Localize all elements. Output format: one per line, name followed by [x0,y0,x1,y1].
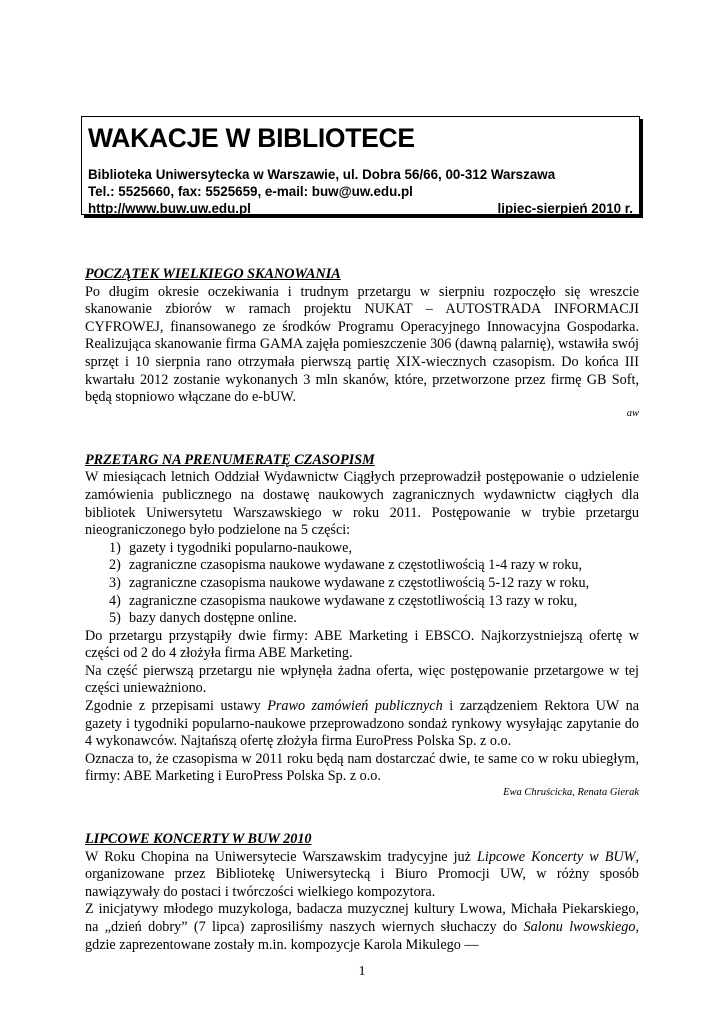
library-contact: Tel.: 5525660, fax: 5525659, e-mail: buw@uw.edu.pl [88,184,413,199]
library-website: http://www.buw.uw.edu.pl [88,201,251,216]
section-title: LIPCOWE KONCERTY W BUW 2010 [85,831,312,848]
list-item: 2) zagraniczne czasopisma naukowe wydawane z częstotliwością 1-4 razy w roku, [109,557,583,574]
library-address: Biblioteka Uniwersytecka w Warszawie, ul. Dobra 56/66, 00-312 Warszawa [88,167,556,182]
section-signature: aw [626,407,639,419]
list-item: 5) bazy danych dostępne online. [109,610,297,627]
paragraph-concerts-intro: W Roku Chopina na Uniwersytecie Warszawskim tradycyjne już Lipcowe Koncerty w BUW, organizowane przez Bibliotekę Uniwersytecką i Biuro Promocji UW, w różny sposób nawiązywały do postaci i twórczości wielkiego kompozytora. [85,848,639,900]
section-intro: W miesiącach letnich Oddział Wydawnictw Ciągłych przeprowadził postępowanie o udzielenie zamówienia publicznego na dostawę naukowych zagranicznych wydawnictw ciągłych dla bibliotek Uniwersytetu Warszawskiego w roku 2011. Postępowanie w trybie przetargu nieograniczonego było podzielone na 5 części: [85,469,639,539]
page-number: 1 [358,964,366,979]
paragraph-cancelled: Na część pierwszą przetargu nie wpłynęła żadna oferta, więc postępowanie przetargowe w tej części unieważniono. [85,662,639,697]
paragraph-concerts-salon: Z inicjatywy młodego muzykologa, badacza muzycznej kultury Lwowa, Michała Piekarskiego, na „dzień dobry” (7 lipca) zaprosiliśmy naszych wiernych słuchaczy do Salonu lwowskiego, gdzie zaprezentowane zostały m.in. kompozycje Karola Mikulego — [85,901,639,953]
salon-name: Salonu lwowskiego [523,919,636,935]
list-item: 1) gazety i tygodniki popularno-naukowe, [109,539,353,556]
section-title: PRZETARG NA PRENUMERATĘ CZASOPISM [85,451,375,468]
section-body: Po długim okresie oczekiwania i trudnym przetargu w sierpniu rozpoczęło się wreszcie skanowanie zbiorów w ramach projektu NUKAT – AUTOSTRADA INFORMACJI CYFROWEJ, finansowanego ze środków Programu Operacyjnego Innowacyjna Gospodarka. Realizująca skanowanie firma GAMA zajęła pomieszczenie 306 (dawną palarnię), wstawiła swój sprzęt i 10 sierpnia rano otrzymała pierwszą partię XIX-wiecznych czasopism. Do końca III kwartału 2012 zostanie wykonanych 3 mln skanów, które, przetworzone przez firmę GB Soft, będą stopniowo włączane do e-bUW. [85,283,639,406]
section-signature: Ewa Chruścicka, Renata Gierak [503,787,639,799]
law-title: Prawo zamówień publicznych [267,698,443,715]
concert-series-name: Lipcowe Koncerty w BUW [476,848,636,865]
paragraph-result: Oznacza to, że czasopisma w 2011 roku będą nam dostarczać dwie, te same co w roku ubiegłym, firmy: ABE Marketing i EuroPress Polska Sp. z o.o. [85,750,639,785]
list-item: 4) zagraniczne czasopisma naukowe wydawane z częstotliwością 13 razy w roku, [109,592,578,609]
paragraph-bidders: Do przetargu przystąpiły dwie firmy: ABE Marketing i EBSCO. Najkorzystniejszą ofertę w części od 2 do 4 złożyła firma ABE Marketing. [85,627,639,662]
section-tender [85,452,639,800]
section-title: POCZĄTEK WIELKIEGO SKANOWANIA [85,266,341,282]
newsletter-header [81,116,640,215]
newsletter-title: WAKACJE W BIBLIOTECE [88,123,415,153]
issue-date: lipiec-sierpień 2010 r. [497,201,633,216]
list-item: 3) zagraniczne czasopisma naukowe wydawane z częstotliwością 5-12 razy w roku, [109,574,590,591]
paragraph-law: Zgodnie z przepisami ustawy Prawo zamówień publicznych i zarządzeniem Rektora UW na gazety i tygodniki popularno-naukowe przeprowadzono sondaż rynkowy wysyłając zapytanie do 4 wykonawców. Najtańszą ofertę złożyła firma EuroPress Polska Sp. z o.o. [85,698,640,750]
header-footer-line [88,200,635,217]
section-scanning [85,266,639,421]
article-content [85,266,639,954]
section-concerts [85,831,639,954]
tender-parts-list [85,540,639,628]
